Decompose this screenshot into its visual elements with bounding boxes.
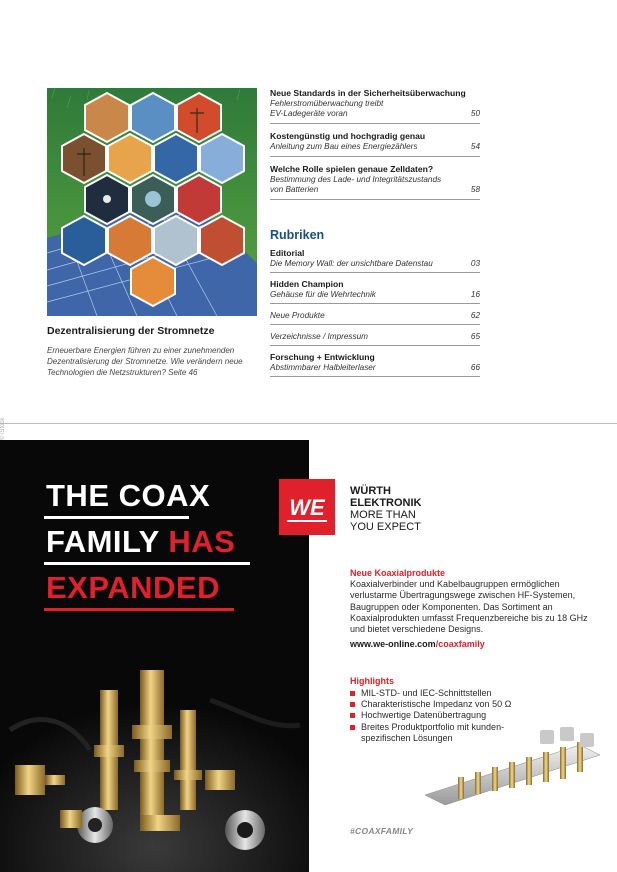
toc-page-number: 58 — [470, 185, 480, 194]
toc-entry[interactable] — [270, 248, 480, 269]
ad-section-text: Koaxialverbinder und Kabelbaugruppen ermöglichen verlustarme Übertragungswege zwischen HF-Systemen, Baugruppen oder Komponenten. Das Sortiment an Koaxialprodukten umfasst Frequenzbereiche bis zu 18 GHz und bietet verschiedene Designs. — [350, 579, 588, 635]
ad-headline-line2 — [46, 524, 235, 560]
toc-entry-sub: Die Memory Wall: der unsichtbare Datenstau — [270, 259, 433, 268]
ad-headline-family: FAMILY — [46, 524, 160, 559]
cover-caption-title: Dezentralisierung der Stromnetze — [47, 325, 215, 337]
we-logo-icon — [279, 479, 335, 535]
brand-tagline-line2: YOU EXPECT — [350, 521, 421, 533]
toc-entry[interactable] — [270, 279, 480, 300]
toc-page-number: 65 — [470, 332, 480, 341]
headline-underline — [44, 562, 250, 565]
ad-section-title: Neue Koaxialprodukte — [350, 568, 446, 578]
divider — [270, 324, 480, 325]
ad-hashtag: #COAXFAMILY — [350, 826, 414, 836]
toc-entry[interactable] — [270, 311, 480, 321]
toc-entry-sub: Abstimmbarer Halbleiterlaser — [270, 363, 376, 372]
photo-credit: © iStock — [0, 417, 6, 440]
toc-entry[interactable] — [270, 164, 480, 195]
ad-headline-line3: EXPANDED — [46, 570, 220, 605]
divider — [270, 345, 480, 346]
toc-entry-title: Hidden Champion — [270, 279, 344, 289]
bullet-icon — [350, 713, 355, 718]
divider — [270, 123, 480, 124]
brand-name-line2: ELEKTRONIK — [350, 497, 422, 509]
toc-entry-sub: Anleitung zum Bau eines Energiezählers — [270, 142, 418, 151]
highlight-item — [350, 710, 550, 721]
coax-products-photo — [0, 630, 309, 872]
highlight-item — [350, 699, 550, 710]
toc-entry[interactable] — [270, 88, 480, 119]
toc-page-number: 03 — [470, 259, 480, 268]
link-domain: www.we-online.com — [350, 639, 436, 649]
bullet-icon — [350, 725, 355, 730]
toc-page-number: 66 — [470, 363, 480, 372]
toc-entry-sub: Verzeichnisse / Impressum — [270, 332, 368, 341]
brand-name-line1: WÜRTH — [350, 485, 391, 497]
divider — [270, 376, 480, 377]
headline-underline — [44, 516, 189, 519]
section-divider — [0, 423, 617, 424]
toc-entry-title: Forschung + Entwicklung — [270, 352, 375, 362]
divider — [270, 272, 480, 273]
highlight-text: Breites Produktportfolio mit kunden-spezifischen Lösungen — [361, 721, 505, 743]
toc-page-number: 62 — [470, 311, 480, 320]
highlight-item — [350, 688, 550, 699]
toc-entry-sub: EV-Ladegeräte voran — [270, 109, 348, 118]
highlight-text: Charakteristische Impedanz von 50 Ω — [361, 699, 512, 710]
toc-entry-sub: von Batterien — [270, 185, 319, 194]
toc-entry-sub: Neue Produkte — [270, 311, 325, 320]
toc-entry[interactable] — [270, 131, 480, 152]
toc-entry-title: Kostengünstig und hochgradig genau — [270, 131, 426, 141]
ad-headline-line1: THE COAX — [46, 478, 211, 513]
toc-entry-sub: Fehlerstromüberwachung treibt — [270, 99, 384, 108]
ad-headline-has: HAS — [168, 524, 236, 559]
ad-website-link[interactable] — [350, 639, 485, 649]
divider — [270, 156, 480, 157]
toc-entry-title: Welche Rolle spielen genaue Zelldaten? — [270, 164, 434, 174]
bullet-icon — [350, 702, 355, 707]
highlight-text: MIL-STD- und IEC-Schnittstellen — [361, 688, 492, 698]
toc-page-number: 16 — [470, 290, 480, 299]
cover-image — [47, 88, 257, 316]
rubriken-heading: Rubriken — [270, 228, 325, 242]
toc-entry-title: Neue Standards in der Sicherheitsüberwachung — [270, 88, 466, 98]
toc-page-number: 50 — [470, 109, 480, 118]
connector-array-image — [420, 725, 605, 825]
toc-entry[interactable] — [270, 332, 480, 342]
toc-entry-title: Editorial — [270, 248, 305, 258]
wurth-logo[interactable] — [279, 479, 335, 535]
logo-letters: WE — [289, 495, 325, 520]
divider — [270, 199, 480, 200]
divider — [270, 303, 480, 304]
cover-caption-text: Erneuerbare Energien führen zu einer zunehmenden Dezentralisierung der Stromnetze. Wie verändern neue Technologien die Netzstrukturen? Seite 46 — [47, 346, 243, 377]
headline-underline — [44, 608, 234, 611]
highlights-title: Highlights — [350, 676, 394, 686]
toc-entry-sub: Gehäuse für die Wehrtechnik — [270, 290, 376, 299]
ad-image-panel[interactable] — [0, 417, 309, 872]
highlight-text: Hochwertige Datenübertragung — [361, 710, 487, 721]
toc-page-number: 54 — [470, 142, 480, 151]
bullet-icon — [350, 691, 355, 696]
toc-entry[interactable] — [270, 352, 480, 373]
link-path: /coaxfamily — [435, 639, 485, 649]
toc-entry-sub: Bestimmung des Lade- und Integritätszustands — [270, 175, 442, 184]
brand-tagline-line1: MORE THAN — [350, 509, 416, 521]
